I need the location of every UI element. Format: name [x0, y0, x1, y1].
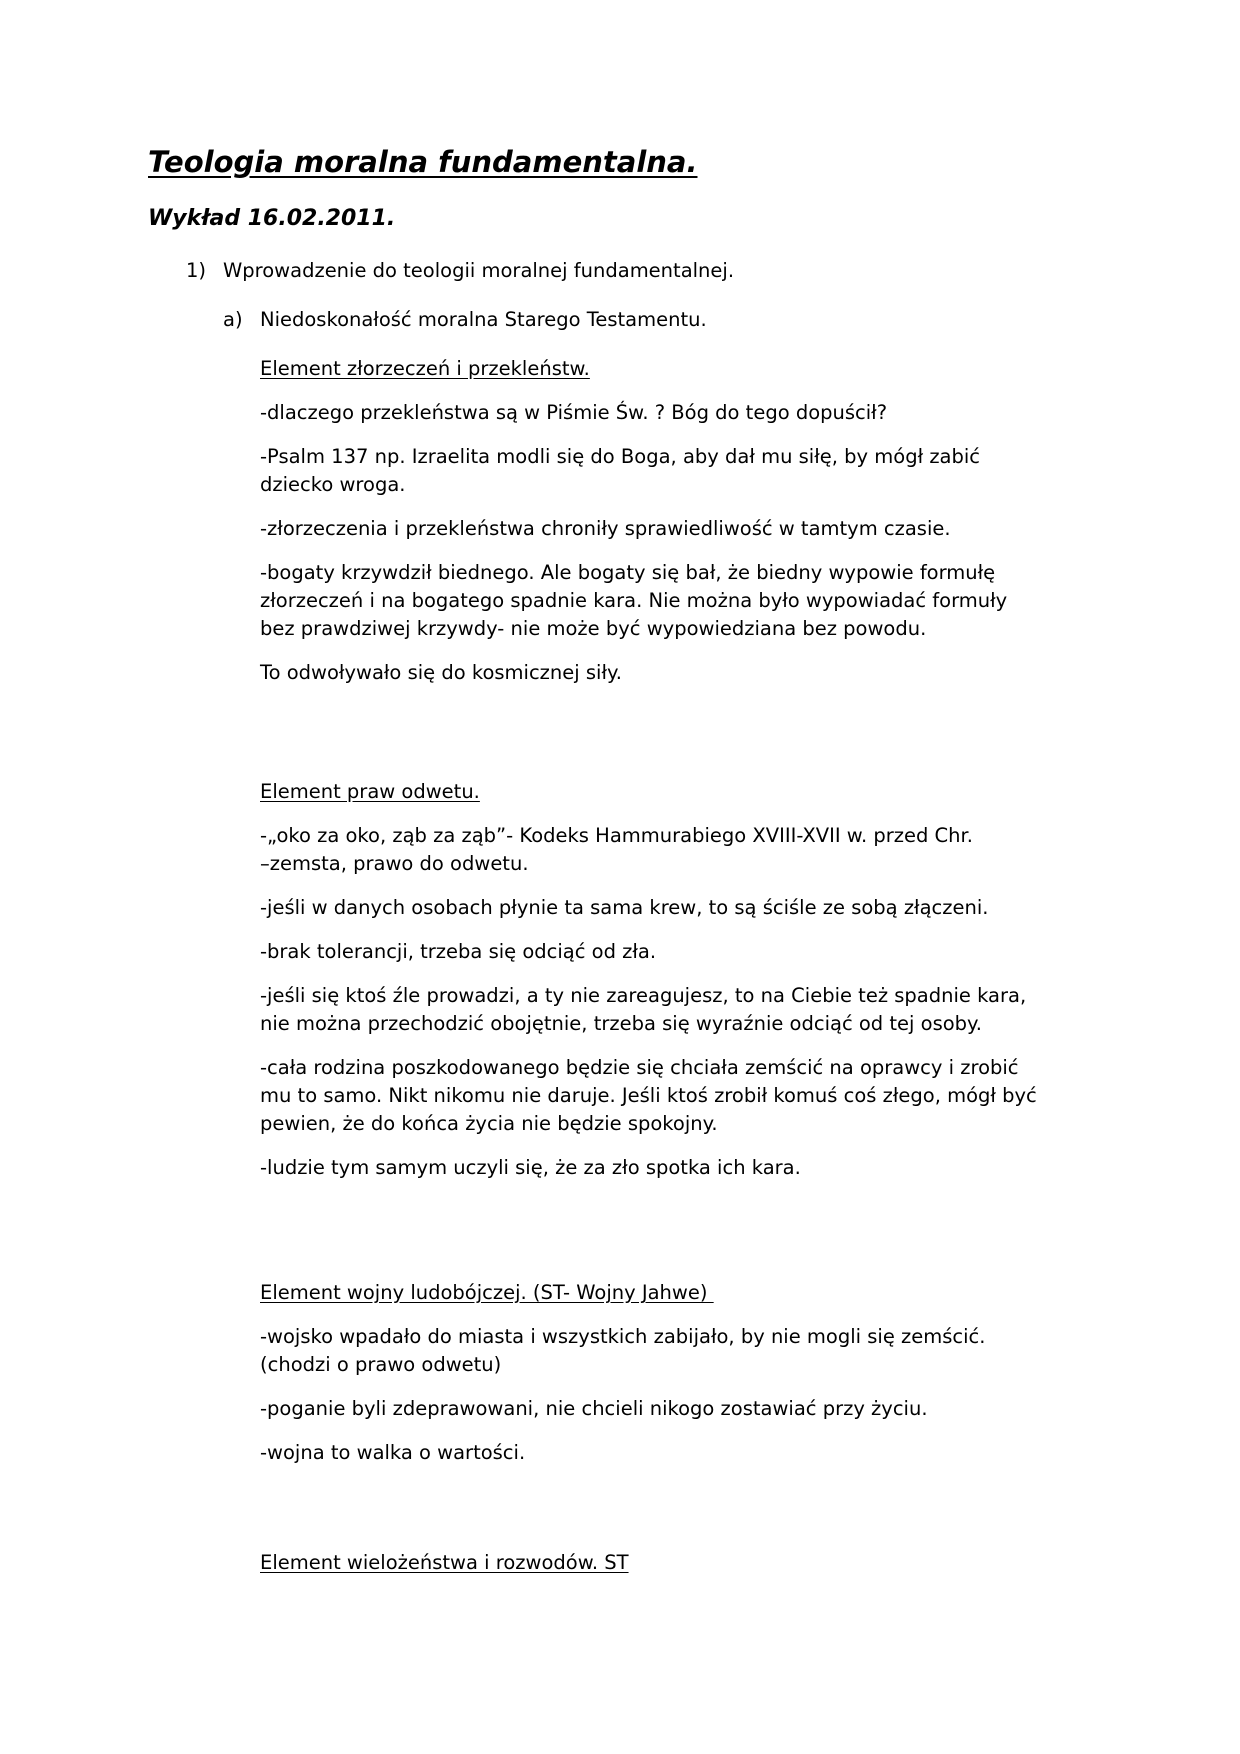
paragraph	[260, 1323, 1110, 1379]
paragraph	[260, 938, 1110, 966]
paragraph	[260, 1395, 1110, 1423]
text-line: -jeśli się ktoś źle prowadzi, a ty nie zareagujesz, to na Ciebie też spadnie kara,	[260, 984, 1027, 1007]
text-line: złorzeczeń i na bogatego spadnie kara. Nie można było wypowiadać formuły	[260, 589, 1008, 612]
document-title: Teologia moralna fundamentalna.	[148, 145, 698, 179]
text-line: -cała rodzina poszkodowanego będzie się chciała zemścić na oprawcy i zrobić	[260, 1056, 1019, 1079]
text-line: -bogaty krzywdził biednego. Ale bogaty się bał, że biedny wypowie formułę	[260, 561, 996, 584]
paragraph	[260, 822, 1110, 878]
text-line: dziecko wroga.	[260, 473, 406, 496]
text-line: mu to samo. Nikt nikomu nie daruje. Jeśli ktoś zrobił komuś coś złego, mógł być	[260, 1084, 1037, 1107]
text-line: -wojsko wpadało do miasta i wszystkich zabijało, by nie mogli się zemścić.	[260, 1325, 986, 1348]
paragraph	[260, 982, 1110, 1038]
paragraph	[260, 1154, 1110, 1182]
text-line: -dlaczego przekleństwa są w Piśmie Św. ? Bóg do tego dopuścił?	[260, 401, 888, 424]
section-polygamy	[260, 1549, 1110, 1577]
lecture-date-heading: Wykład 16.02.2011.	[148, 206, 396, 231]
list-item-text: Wprowadzenie do teologii moralnej fundamentalnej.	[223, 259, 735, 282]
text-line: -jeśli w danych osobach płynie ta sama krew, to są ściśle ze sobą złączeni.	[260, 896, 989, 919]
section-heading: Element praw odwetu.	[260, 780, 480, 803]
paragraph	[260, 659, 1110, 687]
text-line: nie można przechodzić obojętnie, trzeba się wyraźnie odciąć od tej osoby.	[260, 1012, 982, 1035]
section-heading: Element wojny ludobójczej. (ST- Wojny Jahwe)	[260, 1281, 714, 1304]
paragraph	[260, 894, 1110, 922]
text-line: -Psalm 137 np. Izraelita modli się do Boga, aby dał mu siłę, by mógł zabić	[260, 445, 981, 468]
text-line: pewien, że do końca życia nie będzie spokojny.	[260, 1112, 718, 1135]
list-marker: a)	[223, 308, 243, 331]
list-item-text: Niedoskonałość moralna Starego Testamentu.	[260, 308, 707, 331]
text-line: -„oko za oko, ząb za ząb”- Kodeks Hammurabiego XVIII-XVII w. przed Chr.	[260, 824, 973, 847]
list-item-introduction	[186, 257, 734, 285]
section-curses	[260, 355, 1110, 687]
text-line: -ludzie tym samym uczyli się, że za zło spotka ich kara.	[260, 1156, 801, 1179]
paragraph	[260, 1054, 1110, 1138]
section-heading: Element złorzeczeń i przekleństw.	[260, 357, 590, 380]
list-marker: 1)	[186, 259, 207, 282]
paragraph	[260, 443, 1110, 499]
paragraph	[260, 399, 1110, 427]
paragraph	[260, 1439, 1110, 1467]
text-line: bez prawdziwej krzywdy- nie może być wypowiedziana bez powodu.	[260, 617, 927, 640]
text-line: –zemsta, prawo do odwetu.	[260, 852, 529, 875]
text-line: (chodzi o prawo odwetu)	[260, 1353, 502, 1376]
paragraph	[260, 515, 1110, 543]
text-line: -złorzeczenia i przekleństwa chroniły sprawiedliwość w tamtym czasie.	[260, 517, 951, 540]
section-heading: Element wielożeństwa i rozwodów. ST	[260, 1551, 629, 1574]
list-item-old-testament	[223, 306, 707, 334]
section-genocidal-war	[260, 1279, 1110, 1467]
text-line: -brak tolerancji, trzeba się odciąć od zła.	[260, 940, 657, 963]
text-line: To odwoływało się do kosmicznej siły.	[260, 661, 622, 684]
paragraph	[260, 559, 1110, 643]
text-line: -wojna to walka o wartości.	[260, 1441, 526, 1464]
text-line: -poganie byli zdeprawowani, nie chcieli nikogo zostawiać przy życiu.	[260, 1397, 928, 1420]
section-retaliation	[260, 778, 1110, 1182]
